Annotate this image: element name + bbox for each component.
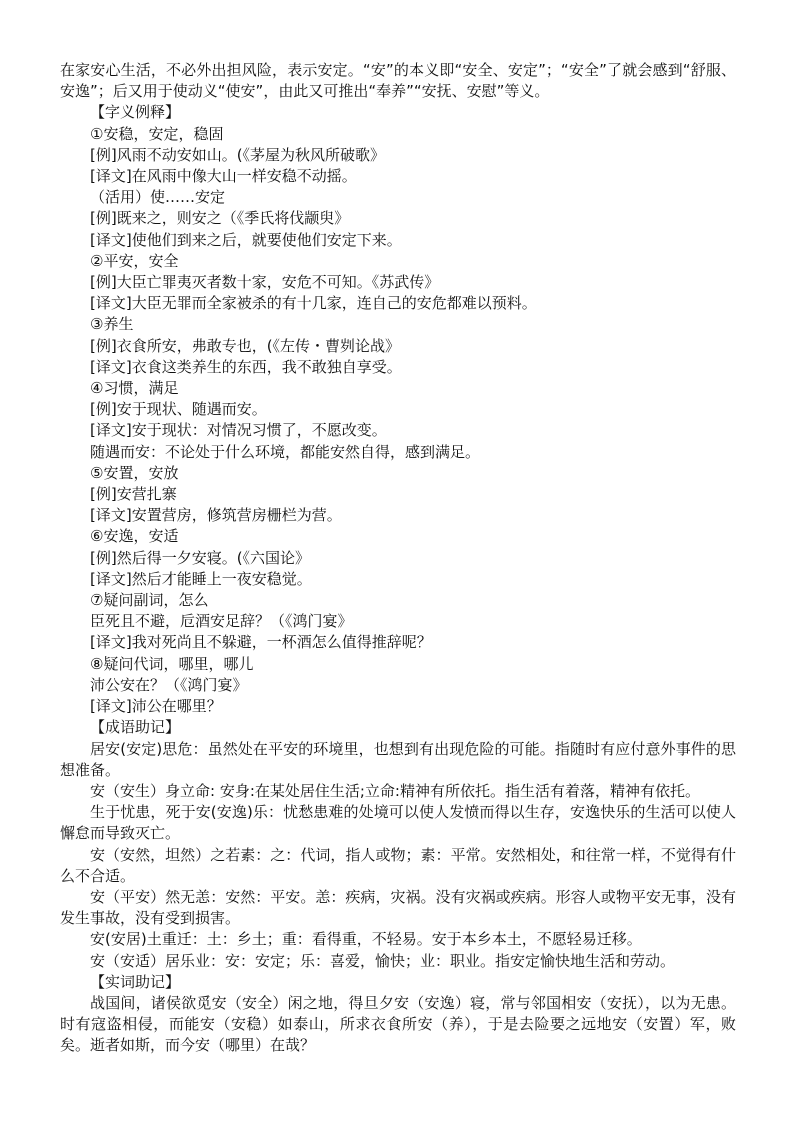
list-item: [译文]大臣无罪而全家被杀的有十几家，连自己的安危都难以预料。 <box>90 294 537 313</box>
list-item: 沛公安在？（《鸿门宴》 <box>90 675 248 694</box>
section-header-content-words: 【实词助记】 <box>90 972 181 991</box>
intro-paragraph: 在家安心生活，不必外出担风险，表示安定。“安”的本义即“安全、安定”；“安全”了就会感到“舒服、安逸”；后又用于使动义“使安”，由此又可推出“奉养”“安抚、安慰”等义。 <box>60 61 736 101</box>
list-item: [例]大臣亡罪夷灭者数十家，安危不可知。《苏武传》 <box>90 273 440 292</box>
list-item: 随遇而安：不论处于什么环境，都能安然自得，感到满足。 <box>90 442 481 461</box>
list-item: ⑤安置，安放 <box>90 463 179 482</box>
list-item: 安（平安）然无恙：安然：平安。恙：疾病，灾祸。没有灾祸或疾病。形容人或物平安无事，没有发生事故，没有受到损害。 <box>60 887 736 928</box>
list-item: [译文]使他们到来之后，就要使他们安定下来。 <box>90 230 402 249</box>
list-item: [例]安营扎寨 <box>90 485 177 504</box>
list-item: ③养生 <box>90 315 134 334</box>
list-item: 臣死且不避，卮酒安足辞？（《鸿门宴》 <box>90 612 353 631</box>
list-item: [例]然后得一夕安寝。(《六国论》 <box>90 548 311 567</box>
list-item: [译文]安置营房，修筑营房栅栏为营。 <box>90 506 342 525</box>
idioms-list <box>60 739 736 972</box>
list-item: [例]风雨不动安如山。(《茅屋为秋风所破歌》 <box>90 145 386 164</box>
list-item: 居安(安定)思危：虽然处在平安的环境里，也想到有出现危险的可能。指随时有应付意外事件的思想准备。 <box>60 739 736 779</box>
list-item: [译文]然后才能睡上一夜安稳觉。 <box>90 569 312 588</box>
list-item: [例]衣食所安，弗敢专也，(《左传・曹刿论战》 <box>90 336 401 355</box>
list-item: 安（安适）居乐业：安：安定；乐：喜爱，愉快；业：职业。指安定愉快地生活和劳动。 <box>90 951 676 970</box>
list-item: [译文]衣食这类养生的东西，我不敢独自享受。 <box>90 357 402 376</box>
list-item: [译文]我对死尚且不躲避，一杯酒怎么值得推辞呢？ <box>90 633 432 652</box>
list-item: 安(安居)土重迁：土：乡土；重：看得重，不轻易。安于本乡本土，不愿轻易迁移。 <box>90 930 642 949</box>
content-words-paragraph: 战国间，诸侯欲觅安（安全）闲之地，得旦夕安（安逸）寝，常与邻国相安（安抚），以为无患。时有寇盗相侵，而能安（安稳）如泰山，所求衣食所安（养），于是去险要之远地安（安置）军，败矣。逝者如斯，而今安（哪里）在哉？ <box>60 993 736 1055</box>
list-item: ②平安，安全 <box>90 251 179 270</box>
list-item: [例]安于现状、随遇而安。 <box>90 400 267 419</box>
meaning-examples-list <box>60 124 736 718</box>
list-item: ⑥安逸，安适 <box>90 527 179 546</box>
list-item: ④习惯，满足 <box>90 379 179 398</box>
list-item: ①安稳，安定，稳固 <box>90 124 224 143</box>
list-item: ⑧疑问代词，哪里，哪儿 <box>90 654 254 673</box>
list-item: 生于忧患，死于安(安逸)乐：忧愁患难的处境可以使人发愤而得以生存，安逸快乐的生活可以使人懈怠而导致灭亡。 <box>60 803 736 843</box>
section-header-meaning-examples: 【字义例释】 <box>90 103 181 122</box>
list-item: [译文]在风雨中像大山一样安稳不动摇。 <box>90 167 357 186</box>
list-item: （活用）使……安定 <box>90 188 226 207</box>
list-item: [译文]安于现状：对情况习惯了，不愿改变。 <box>90 421 387 440</box>
list-item: [译文]沛公在哪里？ <box>90 697 222 716</box>
list-item: 安（安生）身立命: 安身:在某处居住生活;立命:精神有所依托。指生活有着落，精神有依托。 <box>90 781 700 800</box>
section-header-idioms: 【成语助记】 <box>90 718 181 737</box>
list-item: ⑦疑问副词，怎么 <box>90 591 209 610</box>
list-item: [例]既来之，则安之（《季氏将伐颛臾》 <box>90 209 350 228</box>
list-item: 安（安然，坦然）之若素：之：代词，指人或物；素：平常。安然相处，和往常一样，不觉得有什么不合适。 <box>60 845 736 885</box>
